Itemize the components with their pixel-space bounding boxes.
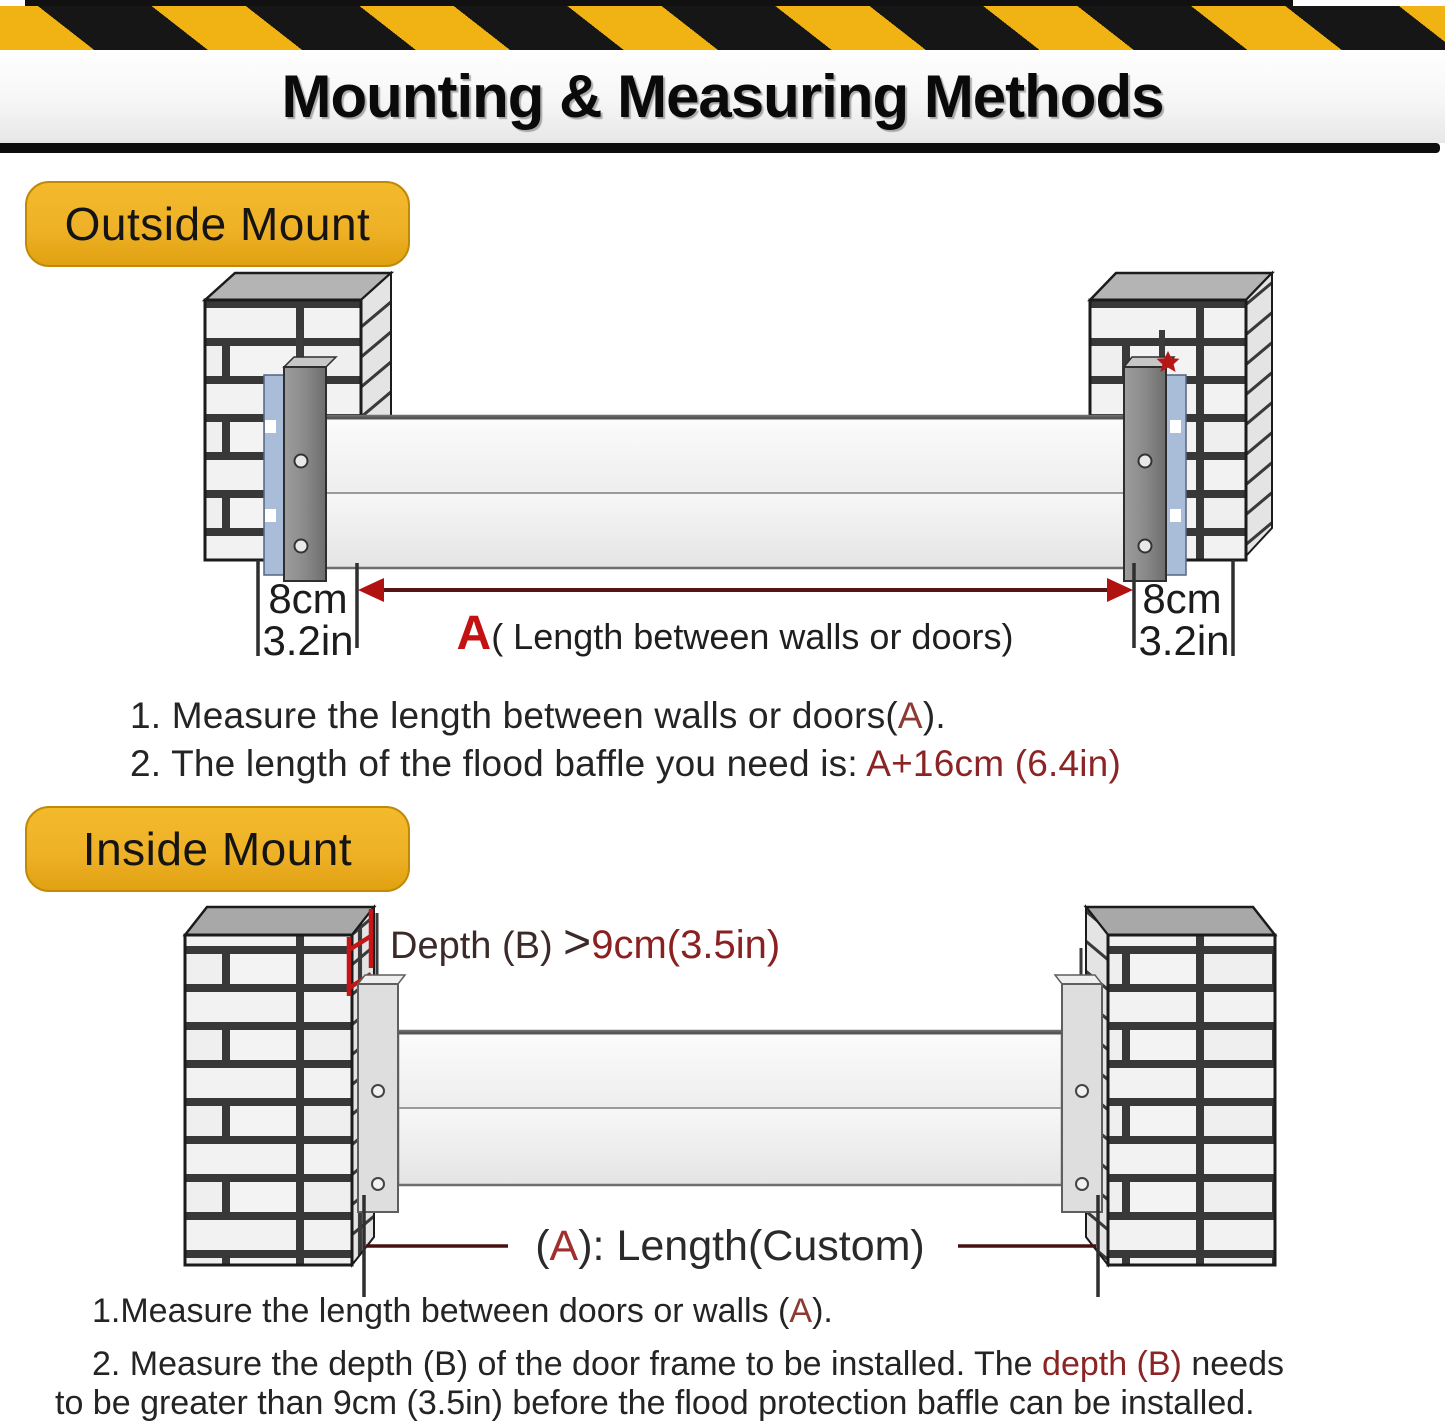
inside-length-open: ( — [535, 1222, 550, 1270]
outside-step-1-close: ). — [922, 695, 946, 736]
inside-step-2-line1 — [92, 1345, 1284, 1384]
depth-note — [390, 915, 780, 970]
inside-length-a: A — [549, 1222, 579, 1270]
outside-step-1-text: 1. Measure the length between walls or doors( — [130, 695, 898, 736]
depth-note-label: Depth (B) — [390, 925, 564, 967]
inside-step-1-text: 1.Measure the length between doors or walls ( — [92, 1292, 790, 1330]
outside-step-2 — [130, 743, 1121, 785]
outside-mount-badge — [25, 181, 410, 267]
right-offset-in-label: 3.2in — [1138, 617, 1230, 664]
inside-length-label — [510, 1222, 950, 1271]
inside-mount-badge — [25, 806, 410, 892]
inside-step-2-tail: needs — [1181, 1345, 1284, 1383]
length-arrow — [358, 578, 1133, 602]
outside-step-2-formula: A+16cm (6.4in) — [866, 743, 1121, 784]
flood-barrier-outside — [322, 416, 1134, 568]
inside-step-2-text: 2. Measure the depth (B) of the door frame to be installed. The — [92, 1345, 1043, 1383]
page-title: Mounting & Measuring Methods — [281, 63, 1164, 130]
length-arrow-label-a: A — [456, 607, 492, 660]
wall-channel-right — [1166, 375, 1186, 575]
inside-length-text: ): Length(Custom) — [578, 1222, 925, 1270]
screw-icon — [295, 455, 308, 468]
length-arrow-label — [385, 606, 1085, 661]
mounting-bracket-right — [1124, 357, 1174, 581]
inside-step-1-a: A — [789, 1292, 813, 1330]
brick-pillar-left-inside — [185, 907, 374, 1265]
outside-step-1 — [130, 695, 946, 737]
right-offset-cm-label: 8cm — [1142, 575, 1222, 622]
greater-than-sign: > — [563, 916, 592, 969]
brick-pillar-right-inside — [1086, 907, 1275, 1265]
left-offset-in-label: 3.2in — [262, 617, 354, 664]
screw-icon — [1139, 455, 1152, 468]
inside-mount-badge-label: Inside Mount — [82, 823, 353, 875]
inside-step-2-line2: to be greater than 9cm (3.5in) before the flood protection baffle can be installed. — [55, 1384, 1255, 1421]
flood-barrier-inside — [398, 1031, 1062, 1185]
channel-plate-right-inside — [1055, 975, 1102, 1212]
outside-mount-badge-label: Outside Mount — [64, 198, 371, 250]
depth-note-value: 9cm(3.5in) — [591, 923, 781, 967]
screw-icon — [1076, 1085, 1088, 1097]
inside-step-2-depth-b: depth (B) — [1042, 1345, 1182, 1383]
inside-step-1 — [92, 1292, 833, 1331]
wall-channel-left — [264, 375, 284, 575]
left-offset-cm-label: 8cm — [268, 575, 348, 622]
screw-icon — [295, 540, 308, 553]
inside-step-1-close: ). — [812, 1292, 833, 1330]
channel-plate-left-inside — [358, 975, 405, 1212]
screw-icon — [372, 1085, 384, 1097]
outside-step-1-a: A — [897, 695, 923, 736]
screw-icon — [372, 1178, 384, 1190]
screw-icon — [1139, 540, 1152, 553]
outside-mount-diagram — [205, 273, 1272, 656]
length-arrow-label-rest: ( Length between walls or doors) — [491, 616, 1014, 657]
outside-step-2-text: 2. The length of the flood baffle you need is: — [130, 743, 867, 784]
screw-icon — [1076, 1178, 1088, 1190]
